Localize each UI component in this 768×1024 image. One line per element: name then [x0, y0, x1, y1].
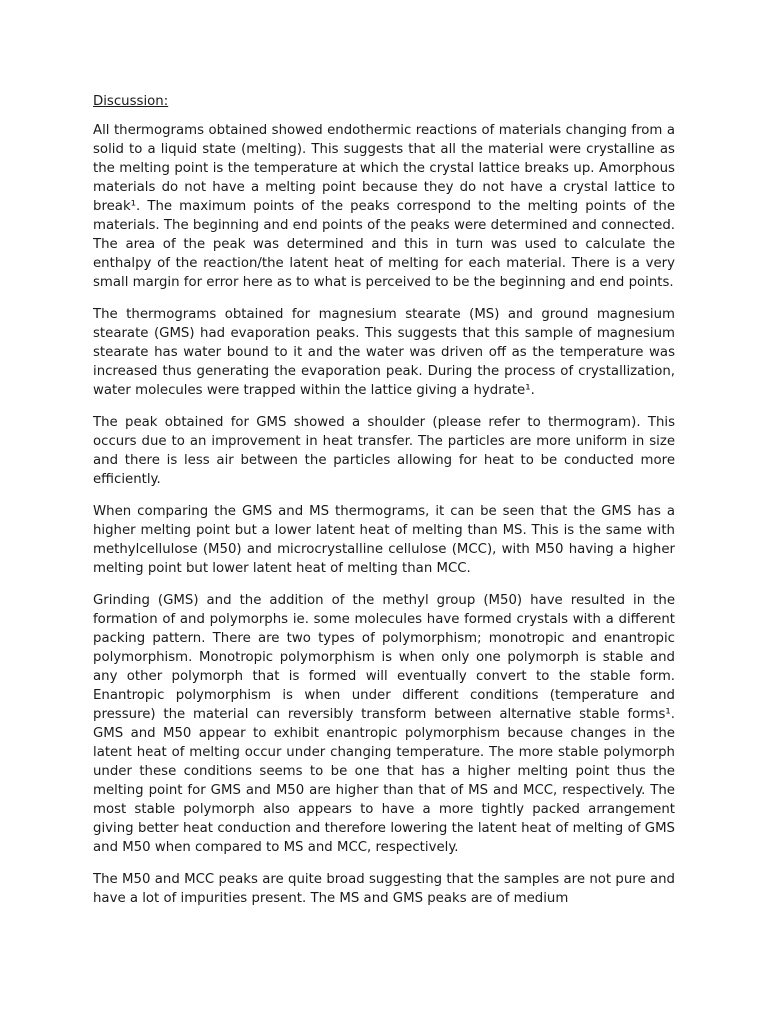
paragraph-gms-shoulder: The peak obtained for GMS showed a shoulder (please refer to thermogram). This occurs due to an improvement in heat transfer. The particles are more uniform in size and there is less air between the particles allowing for heat to be conducted more efficiently. [93, 415, 675, 487]
paragraph-comparison: When comparing the GMS and MS thermograms, it can be seen that the GMS has a higher melting point but a lower latent heat of melting than MS. This is the same with methylcellulose (M50) and microcrystalline cellulose (MCC), with M50 having a higher melting point but lower latent heat of melting than MCC. [93, 504, 675, 576]
paragraph-evaporation-peaks: The thermograms obtained for magnesium stearate (MS) and ground magnesium stearate (GMS) had evaporation peaks. This suggests that this sample of magnesium stearate has water bound to it and the water was driven off as the temperature was increased thus generating the evaporation peak. During the process of crystallization, water molecules were trapped within the lattice giving a hydrate¹. [93, 307, 675, 398]
paragraph-broad-peaks: The M50 and MCC peaks are quite broad suggesting that the samples are not pure and have a lot of impurities present. The MS and GMS peaks are of medium [93, 872, 675, 906]
paragraph-polymorphism: Grinding (GMS) and the addition of the methyl group (M50) have resulted in the formation of and polymorphs ie. some molecules have formed crystals with a different packing pattern. There are two types of polymorphism; monotropic and enantropic polymorphism. Monotropic polymorphism is when only one polymorph is stable and any other polymorph that is formed will eventually convert to the stable form. Enantropic polymorphism is when under different conditions (temperature and pressure) the material can reversibly transform between alternative stable forms¹. GMS and M50 appear to exhibit enantropic polymorphism because changes in the latent heat of melting occur under changing temperature. The more stable polymorph under these conditions seems to be one that has a higher melting point thus the melting point for GMS and M50 are higher than that of MS and MCC, respectively. The most stable polymorph also appears to have a more tightly packed arrangement giving better heat conduction and therefore lowering the latent heat of melting of GMS and M50 when compared to MS and MCC, respectively. [93, 593, 675, 855]
section-heading: Discussion: [93, 94, 169, 109]
paragraph-thermograms-overview: All thermograms obtained showed endothermic reactions of materials changing from a solid to a liquid state (melting). This suggests that all the material were crystalline as the melting point is the temperature at which the crystal lattice breaks up. Amorphous materials do not have a melting point because they do not have a crystal lattice to break¹. The maximum points of the peaks correspond to the melting points of the materials. The beginning and end points of the peaks were determined and connected. The area of the peak was determined and this in turn was used to calculate the enthalpy of the reaction/the latent heat of melting for each material. There is a very small margin for error here as to what is perceived to be the beginning and end points. [93, 123, 675, 290]
document-page [93, 92, 675, 908]
